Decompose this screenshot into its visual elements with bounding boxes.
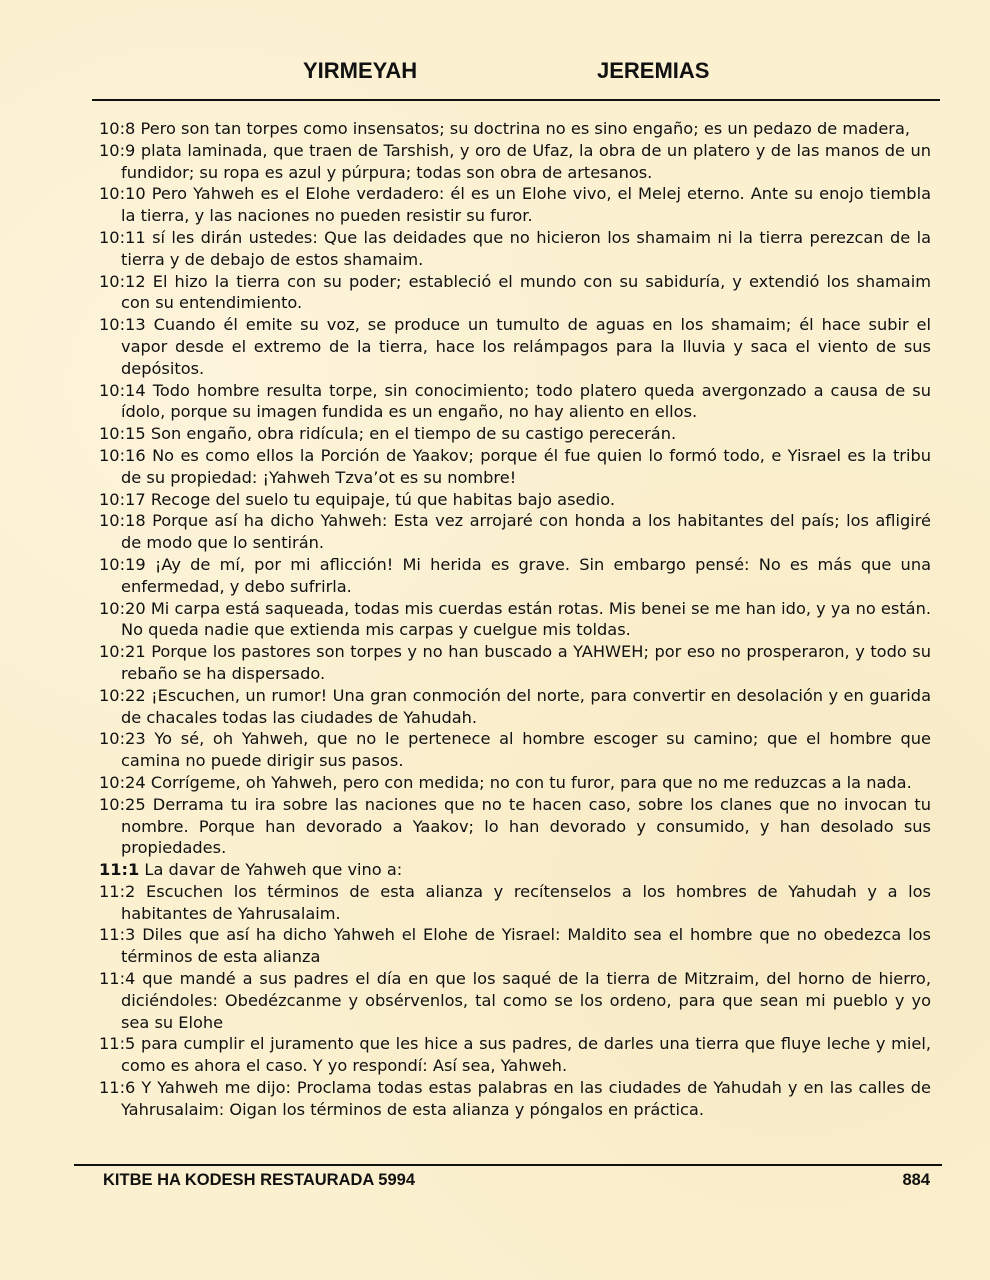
verse xyxy=(99,881,931,925)
verse-number: 10:21 xyxy=(99,642,146,662)
header-divider xyxy=(92,99,940,101)
verse-text: Y Yahweh me dijo: Proclama todas estas palabras en las ciudades de Yahudah y en las calles de Yahrusalaim: Oigan los términos de esta alianza y póngalos en práctica. xyxy=(121,1078,931,1119)
verse xyxy=(99,423,931,445)
verse xyxy=(99,489,931,511)
verse-number: 10:25 xyxy=(99,794,146,814)
verse-number: 10:15 xyxy=(99,424,146,444)
footer-divider xyxy=(74,1164,942,1166)
verse-text: No es como ellos la Porción de Yaakov; porque él fue quien lo formó todo, e Yisrael es la tribu de su propiedad: ¡Yahweh Tzva’ot es su nombre! xyxy=(121,445,931,487)
verse-number: 10:12 xyxy=(99,271,146,291)
verse-text: Mi carpa está saqueada, todas mis cuerdas están rotas. Mis benei se me han ido, y ya no están. No queda nadie que extienda mis carpas y cuelgue mis toldas. xyxy=(121,598,931,640)
verse-number: 11:2 xyxy=(99,881,136,901)
verse-text: Todo hombre resulta torpe, sin conocimiento; todo platero queda avergonzado a causa de su ídolo, porque su imagen fundida es un engaño, no hay aliento en ellos. xyxy=(121,380,931,422)
verse xyxy=(99,794,931,859)
header-book-spanish-title: JEREMIAS xyxy=(597,58,710,83)
verse xyxy=(99,859,931,881)
verse xyxy=(99,968,931,1033)
verse xyxy=(99,728,931,772)
verse-text: Son engaño, obra ridícula; en el tiempo de su castigo perecerán. xyxy=(150,424,677,444)
verse-text: Escuchen los términos de esta alianza y recítenselos a los hombres de Yahudah y a los habitantes de Yahrusalaim. xyxy=(121,881,931,923)
verse xyxy=(99,685,931,729)
verse-number: 11:3 xyxy=(99,925,136,945)
verse xyxy=(99,445,931,489)
verse xyxy=(99,183,931,227)
verse-text: Porque así ha dicho Yahweh: Esta vez arrojaré con honda a los habitantes del país; los afligiré de modo que lo sentirán. xyxy=(121,511,931,553)
verse-number: 10:14 xyxy=(99,380,146,400)
verse-text: Cuando él emite su voz, se produce un tumulto de aguas en los shamaim; él hace subir el vapor desde el extremo de la tierra, hace los relámpagos para la lluvia y saca el viento de sus depósitos. xyxy=(121,315,931,378)
verse xyxy=(99,140,931,184)
header-book-hebrew-title: YIRMEYAH xyxy=(303,58,418,83)
verse-text: Pero son tan torpes como insensatos; su doctrina no es sino engaño; es un pedazo de madera, xyxy=(140,119,911,138)
verse xyxy=(99,924,931,968)
verse-number: 11:5 xyxy=(99,1034,136,1054)
verse-number: 10:22 xyxy=(99,685,146,705)
verse-number: 10:11 xyxy=(99,227,146,247)
verse-text: Derrama tu ira sobre las naciones que no te hacen caso, sobre los clanes que no invocan tu nombre. Porque han devorado a Yaakov; lo han devorado y consumido, y han desolado sus propiedades. xyxy=(121,794,931,858)
verse-text: ¡Escuchen, un rumor! Una gran conmoción del norte, para convertir en desolación y en guarida de chacales todas las ciudades de Yahudah. xyxy=(121,685,931,727)
verse xyxy=(99,641,931,685)
verse-number: 10:18 xyxy=(99,511,146,531)
verse-text: para cumplir el juramento que les hice a sus padres, de darles una tierra que fluye leche y miel, como es ahora el caso. Y yo respondí: Así sea, Yahweh. xyxy=(121,1034,931,1076)
verse-number: 10:13 xyxy=(99,315,146,335)
verse-text: Yo sé, oh Yahweh, que no le pertenece al hombre escoger su camino; que el hombre que camina no puede dirigir sus pasos. xyxy=(121,729,931,771)
verse-number: 10:17 xyxy=(99,489,146,509)
verse-text: Corrígeme, oh Yahweh, pero con medida; no con tu furor, para que no me reduzcas a la nada. xyxy=(150,772,912,792)
verse-number: 10:19 xyxy=(99,554,146,574)
footer-book-title: KITBE HA KODESH RESTAURADA 5994 xyxy=(103,1171,416,1189)
verse xyxy=(99,1077,931,1121)
verse-number: 10:16 xyxy=(99,445,146,465)
verse xyxy=(99,772,931,794)
verse-number: 11:4 xyxy=(99,969,136,989)
verse-number: 10:10 xyxy=(99,184,146,204)
verse-text: Pero Yahweh es el Elohe verdadero: él es un Elohe vivo, el Melej eterno. Ante su enojo tiembla la tierra, y las naciones no pueden resistir su furor. xyxy=(121,184,931,226)
verse xyxy=(99,598,931,642)
verse-text: Recoge del suelo tu equipaje, tú que habitas bajo asedio. xyxy=(150,489,616,509)
verse-text: El hizo la tierra con su poder; estableció el mundo con su sabiduría, y extendió los shamaim con su entendimiento. xyxy=(121,271,931,313)
verse-list xyxy=(99,118,931,1121)
page-header xyxy=(0,58,990,92)
verse-text: sí les dirán ustedes: Que las deidades que no hicieron los shamaim ni la tierra perezcan de la tierra y de debajo de estos shamaim. xyxy=(121,227,931,269)
verse-number: 11:1 xyxy=(99,860,140,880)
verse-number: 10:24 xyxy=(99,772,146,792)
verse-text: Porque los pastores son torpes y no han buscado a YAHWEH; por eso no prosperaron, y todo su rebaño se ha dispersado. xyxy=(121,642,931,683)
verse-number: 10:23 xyxy=(99,729,146,749)
verse-text: que mandé a sus padres el día en que los saqué de la tierra de Mitzraim, del horno de hierro, diciéndoles: Obedézcanme y obsérvenlos, tal como se los ordeno, para que sean mi pueblo y yo sea su Elohe xyxy=(121,969,931,1032)
verse-number: 10:9 xyxy=(99,140,136,160)
verse-number: 10:8 xyxy=(99,119,136,138)
footer-page-number: 884 xyxy=(902,1171,930,1189)
verse xyxy=(99,554,931,598)
verse xyxy=(99,380,931,424)
verse-text: La davar de Yahweh que vino a: xyxy=(144,860,403,880)
verse-text: Diles que así ha dicho Yahweh el Elohe de Yisrael: Maldito sea el hombre que no obedezca los términos de esta alianza xyxy=(121,925,931,967)
verse xyxy=(99,271,931,315)
verse-number: 10:20 xyxy=(99,598,146,618)
verse xyxy=(99,510,931,554)
verse xyxy=(99,1033,931,1077)
verse-number: 11:6 xyxy=(99,1078,136,1098)
verse xyxy=(99,118,931,140)
verse xyxy=(99,227,931,271)
verse xyxy=(99,314,931,379)
verse-text: plata laminada, que traen de Tarshish, y oro de Ufaz, la obra de un platero y de las manos de un fundidor; su ropa es azul y púrpura; todas son obra de artesanos. xyxy=(121,140,931,182)
verse-text: ¡Ay de mí, por mi aflicción! Mi herida es grave. Sin embargo pensé: No es más que una enfermedad, y debo sufrirla. xyxy=(121,554,931,596)
